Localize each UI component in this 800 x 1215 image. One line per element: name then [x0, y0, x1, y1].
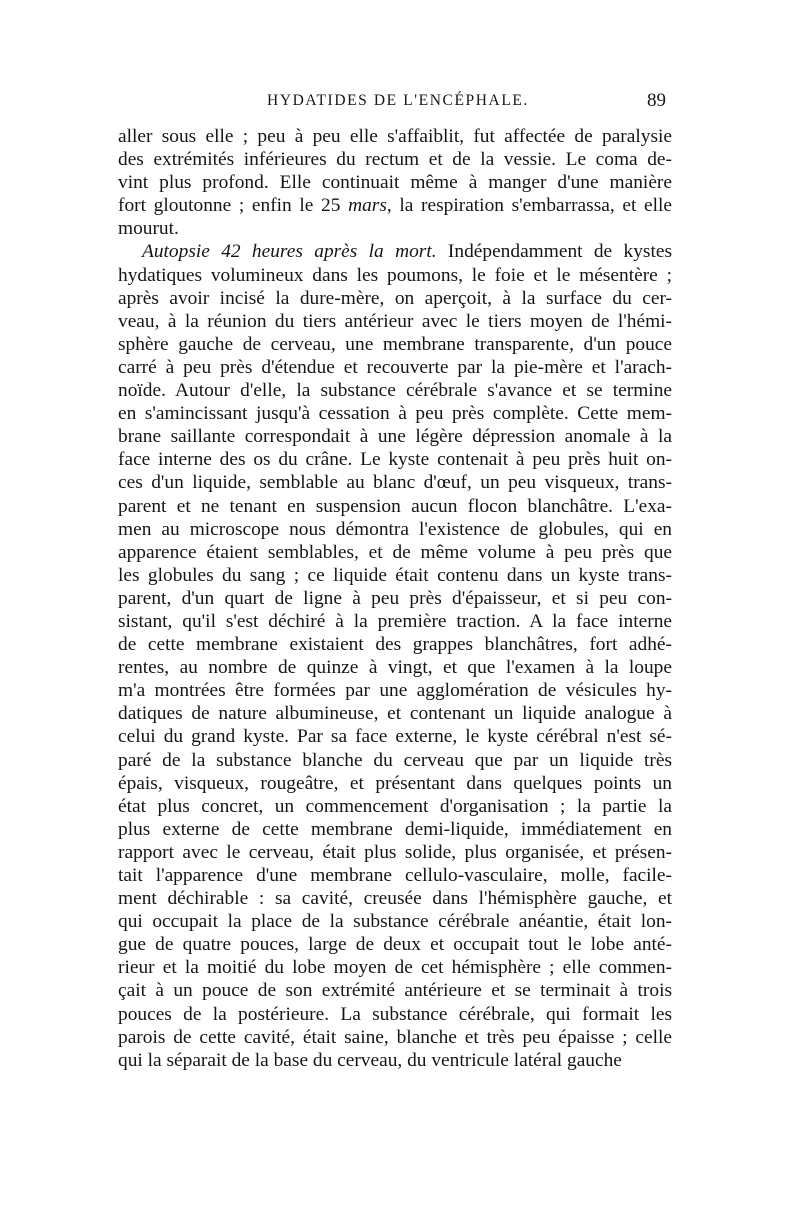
text-line: après avoir incisé la dure-mère, on aperçoit, à la surface du cer- [118, 287, 672, 309]
body-text [118, 125, 672, 1072]
text-line: en s'amincissant jusqu'à cessation à peu près complète. Cette mem- [118, 403, 672, 425]
text-line: rentes, au nombre de quinze à vingt, et que l'examen à la loupe [118, 657, 672, 679]
text-line: ces d'un liquide, semblable au blanc d'œuf, un peu visqueux, trans- [118, 472, 672, 494]
text-line: datiques de nature albumineuse, et contenant un liquide analogue à [118, 703, 672, 725]
text-line: çait à un pouce de son extrémité antérieure et se terminait à trois [118, 980, 672, 1002]
text-line: tait l'apparence d'une membrane cellulo-vasculaire, molle, facile- [118, 865, 672, 886]
text-line: des extrémités inférieures du rectum et de la vessie. Le coma de- [118, 149, 672, 171]
text-line: mourut. [118, 218, 179, 240]
text-line: fort gloutonne ; enfin le 25 mars, la respiration s'embarrassa, et elle [118, 195, 672, 217]
text-line: vint plus profond. Elle continuait même à manger d'une manière [118, 172, 672, 194]
text-line: men au microscope nous démontra l'existence de globules, qui en [118, 518, 672, 540]
text-line: face interne des os du crâne. Le kyste contenait à peu près huit on- [118, 449, 672, 471]
text-line: veau, à la réunion du tiers antérieur avec le tiers moyen de l'hémi- [118, 310, 672, 332]
text-line: gue de quatre pouces, large de deux et occupait tout le lobe anté- [118, 934, 672, 956]
text-line: rapport avec le cerveau, était plus solide, plus organisée, et présen- [118, 841, 672, 863]
text-line: brane saillante correspondait à une légère dépression anomale à la [118, 426, 672, 448]
text-line: de cette membrane existaient des grappes blanchâtres, fort adhé- [118, 634, 672, 656]
text-line: sphère gauche de cerveau, une membrane transparente, d'un pouce [118, 333, 672, 355]
text-line: aller sous elle ; peu à peu elle s'affaiblit, fut affectée de paralysie [118, 126, 672, 147]
text-line: parent et ne tenant en suspension aucun flocon blanchâtre. L'exa- [118, 495, 672, 517]
text-line: parois de cette cavité, était saine, blanche et très peu épaisse ; celle [118, 1026, 672, 1048]
text-line: m'a montrées être formées par une agglomération de vésicules hy- [118, 680, 672, 702]
text-line: paré de la substance blanche du cerveau que par un liquide très [118, 749, 672, 771]
text-line: apparence étaient semblables, et de même volume à peu près que [118, 541, 672, 563]
text-line: qui la séparait de la base du cerveau, du ventricule latéral gauche [118, 1049, 622, 1071]
text-line: Autopsie 42 heures après la mort. Indépendamment de kystes [142, 241, 672, 263]
page-number: 89 [647, 90, 666, 111]
text-line: carré à peu près d'étendue et recouverte par la pie-mère et l'arach- [118, 356, 672, 378]
text-line: les globules du sang ; ce liquide était contenu dans un kyste trans- [118, 564, 672, 586]
running-title: HYDATIDES DE L'ENCÉPHALE. [267, 92, 529, 109]
text-line: plus externe de cette membrane demi-liquide, immédiatement en [118, 818, 672, 840]
text-line: parent, d'un quart de ligne à peu près d'épaisseur, et si peu con- [118, 587, 672, 609]
text-line: qui occupait la place de la substance cérébrale anéantie, était lon- [118, 911, 672, 933]
text-line: ment déchirable : sa cavité, creusée dans l'hémisphère gauche, et [118, 888, 672, 910]
text-line: rieur et la moitié du lobe moyen de cet hémisphère ; elle commen- [118, 957, 672, 979]
text-line: hydatiques volumineux dans les poumons, le foie et le mésentère ; [118, 264, 672, 286]
text-line: état plus concret, un commencement d'organisation ; la partie la [118, 795, 672, 817]
text-line: pouces de la postérieure. La substance cérébrale, qui formait les [118, 1003, 672, 1025]
text-line: sistant, qu'il s'est déchiré à la première traction. A la face interne [118, 610, 672, 632]
text-line: épais, visqueux, rougeâtre, et présentant dans quelques points un [118, 772, 672, 794]
page-header [128, 92, 668, 116]
text-line: noïde. Autour d'elle, la substance cérébrale s'avance et se termine [118, 380, 672, 402]
text-line: celui du grand kyste. Par sa face externe, le kyste cérébral n'est sé- [118, 726, 672, 748]
